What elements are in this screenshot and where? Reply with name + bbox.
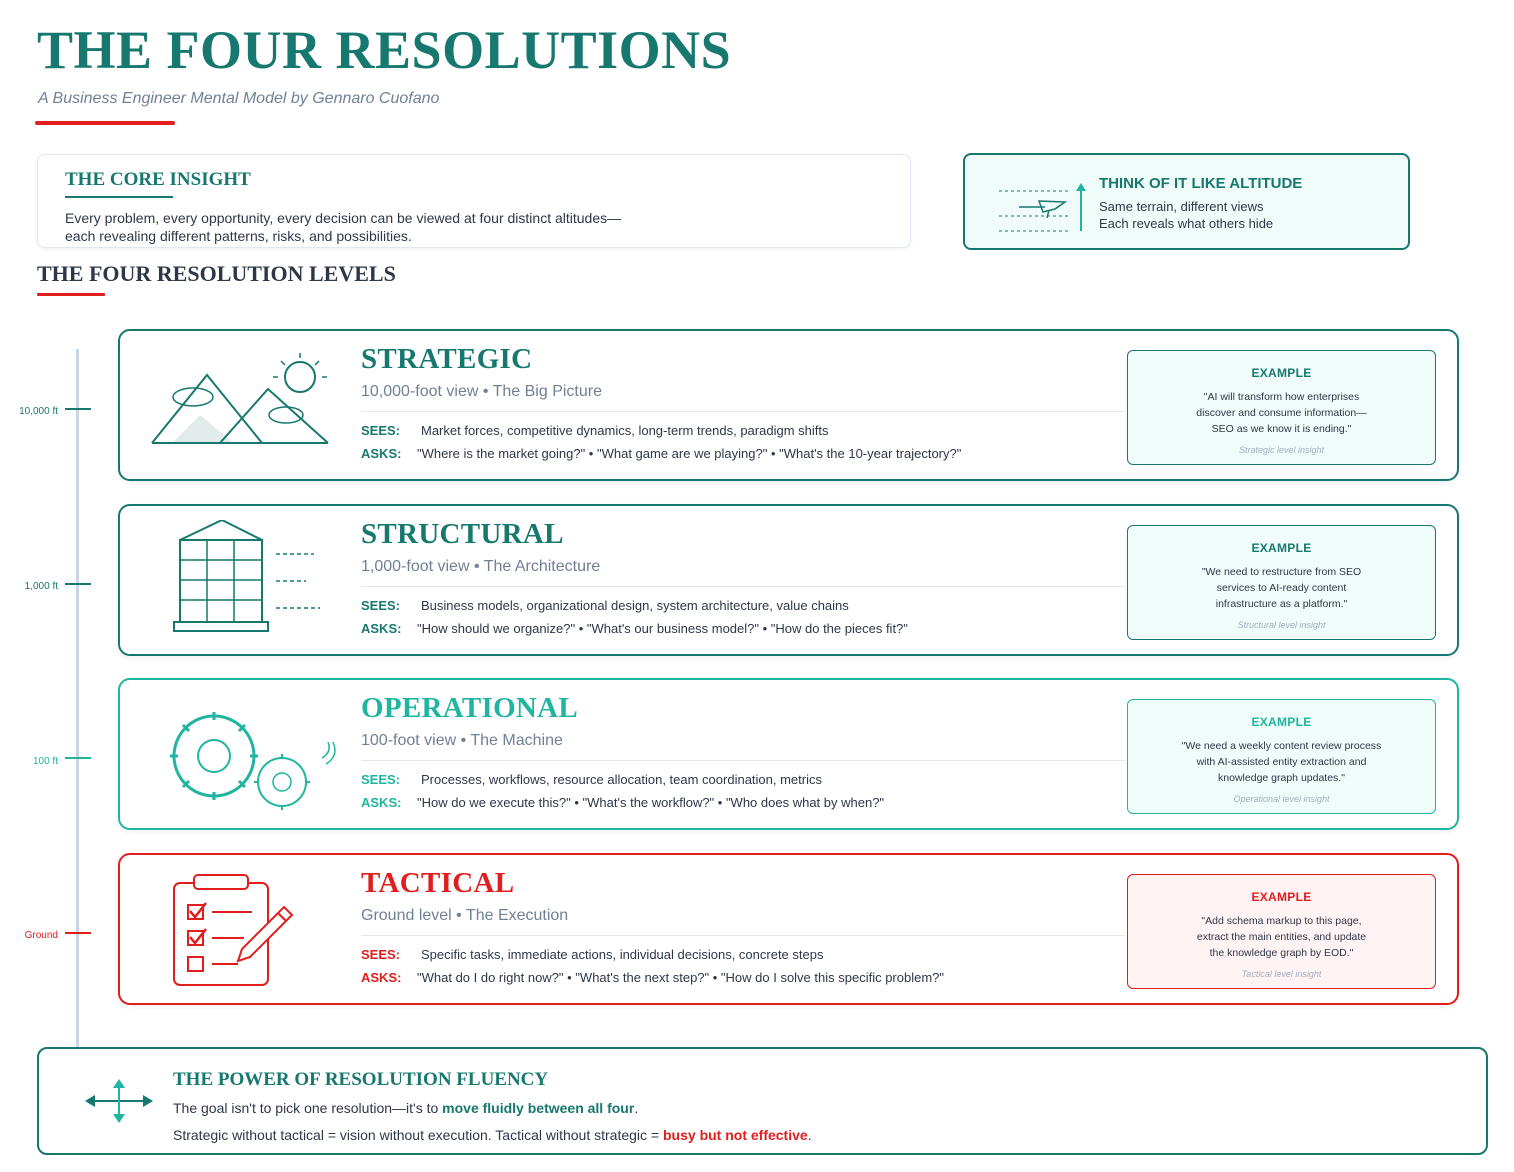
level-sees: Processes, workflows, resource allocation, team coordination, metrics bbox=[421, 772, 822, 787]
example-quote: "We need to restructure from SEO services to AI-ready content infrastructure as a platform." bbox=[1201, 566, 1362, 610]
scale-label-100: 100 ft bbox=[32, 756, 58, 767]
level-name: OPERATIONAL bbox=[361, 692, 579, 724]
level-subtitle: 100-foot view • The Machine bbox=[361, 732, 563, 749]
scale-tick bbox=[65, 408, 91, 410]
plane-altitude-icon bbox=[995, 181, 1091, 233]
sees-label: SEES: bbox=[361, 423, 401, 438]
altitude-title: THINK OF IT LIKE ALTITUDE bbox=[1099, 175, 1303, 192]
core-insight-underline bbox=[65, 196, 173, 198]
level-card-operational bbox=[118, 678, 1459, 830]
page-subtitle: A Business Engineer Mental Model by Gennaro Cuofano bbox=[38, 90, 440, 107]
level-sees: Business models, organizational design, system architecture, value chains bbox=[421, 598, 849, 613]
fluency-line-1-text: The goal isn't to pick one resolution—it's to bbox=[173, 1100, 443, 1116]
title-underline bbox=[35, 121, 175, 125]
example-quote: "Add schema markup to this page, extract the main entities, and update the knowledge graph by EOD." bbox=[1196, 915, 1367, 959]
level-name: STRATEGIC bbox=[361, 343, 533, 375]
fluency-line-1-end: . bbox=[634, 1100, 639, 1116]
fluency-title: THE POWER OF RESOLUTION FLUENCY bbox=[173, 1069, 549, 1090]
fluency-highlight-teal: move fluidly between all four bbox=[442, 1100, 635, 1116]
altitude-scale-line bbox=[76, 349, 79, 1049]
level-asks: "Where is the market going?" • "What game are we playing?" • "What's the 10-year trajectory?" bbox=[417, 446, 962, 461]
altitude-line-1: Same terrain, different views bbox=[1099, 199, 1264, 214]
checklist-icon bbox=[142, 869, 342, 989]
altitude-card bbox=[963, 153, 1410, 250]
fluency-line-2 bbox=[173, 1127, 812, 1143]
sees-label: SEES: bbox=[361, 598, 401, 613]
level-subtitle: Ground level • The Execution bbox=[361, 907, 569, 924]
level-name: TACTICAL bbox=[361, 867, 515, 899]
level-card-strategic bbox=[118, 329, 1459, 481]
example-box bbox=[1127, 525, 1436, 640]
sees-label: SEES: bbox=[361, 947, 401, 962]
level-divider bbox=[361, 935, 1125, 936]
example-caption: Structural level insight bbox=[1237, 620, 1326, 630]
example-title: EXAMPLE bbox=[1251, 541, 1312, 555]
core-insight-card bbox=[37, 154, 911, 248]
scale-tick bbox=[65, 583, 91, 585]
page-title: THE FOUR RESOLUTIONS bbox=[37, 20, 732, 80]
example-quote: "We need a weekly content review process with AI-assisted entity extraction and knowledge graph updates." bbox=[1181, 740, 1382, 784]
level-asks: "What do I do right now?" • "What's the next step?" • "How do I solve this specific problem?" bbox=[417, 970, 945, 985]
example-box bbox=[1127, 699, 1436, 814]
example-caption: Strategic level insight bbox=[1238, 445, 1325, 455]
scale-tick bbox=[65, 932, 91, 934]
building-icon bbox=[142, 520, 342, 640]
level-sees: Specific tasks, immediate actions, individual decisions, concrete steps bbox=[421, 947, 824, 962]
asks-label: ASKS: bbox=[361, 795, 402, 810]
example-quote: "AI will transform how enterprises discover and consume information—SEO as we know it is ending." bbox=[1196, 391, 1367, 435]
level-name: STRUCTURAL bbox=[361, 518, 564, 550]
level-divider bbox=[361, 760, 1125, 761]
mountains-icon bbox=[142, 345, 342, 465]
level-asks: "How do we execute this?" • "What's the workflow?" • "Who does what by when?" bbox=[417, 795, 885, 810]
scale-tick bbox=[65, 757, 91, 759]
example-caption: Operational level insight bbox=[1233, 794, 1330, 804]
level-divider bbox=[361, 586, 1125, 587]
altitude-line-2: Each reveals what others hide bbox=[1099, 216, 1274, 231]
scale-label-10000: 10,000 ft bbox=[19, 406, 58, 417]
level-subtitle: 1,000-foot view • The Architecture bbox=[361, 558, 601, 575]
asks-label: ASKS: bbox=[361, 446, 402, 461]
example-box bbox=[1127, 874, 1436, 989]
example-caption: Tactical level insight bbox=[1241, 969, 1322, 979]
example-title: EXAMPLE bbox=[1251, 715, 1312, 729]
example-box bbox=[1127, 350, 1436, 465]
core-insight-title: THE CORE INSIGHT bbox=[65, 169, 251, 190]
example-title: EXAMPLE bbox=[1251, 366, 1312, 380]
level-card-structural bbox=[118, 504, 1459, 656]
fluency-line-1 bbox=[173, 1100, 638, 1116]
level-card-tactical bbox=[118, 853, 1459, 1005]
level-asks: "How should we organize?" • "What's our business model?" • "How do the pieces fit?" bbox=[417, 621, 908, 636]
fluency-line-2-text: Strategic without tactical = vision without execution. Tactical without strategic = bbox=[173, 1127, 663, 1143]
level-divider bbox=[361, 411, 1125, 412]
fluency-card bbox=[37, 1047, 1488, 1155]
sees-label: SEES: bbox=[361, 772, 401, 787]
scale-label-1000: 1,000 ft bbox=[24, 581, 58, 592]
fluency-line-2-end: . bbox=[807, 1127, 812, 1143]
asks-label: ASKS: bbox=[361, 970, 402, 985]
level-subtitle: 10,000-foot view • The Big Picture bbox=[361, 383, 602, 400]
example-title: EXAMPLE bbox=[1251, 890, 1312, 904]
four-way-arrows-icon bbox=[83, 1079, 155, 1123]
core-insight-text: Every problem, every opportunity, every decision can be viewed at four distinct altitudes—each revealing different patterns, risks, and possibilities. bbox=[65, 210, 622, 244]
levels-section-title: THE FOUR RESOLUTION LEVELS bbox=[37, 261, 396, 286]
gears-icon bbox=[142, 694, 342, 814]
scale-label-ground: Ground bbox=[24, 930, 58, 941]
fluency-highlight-red: busy but not effective bbox=[663, 1127, 808, 1143]
asks-label: ASKS: bbox=[361, 621, 402, 636]
level-sees: Market forces, competitive dynamics, long-term trends, paradigm shifts bbox=[421, 423, 829, 438]
levels-section-underline bbox=[37, 293, 105, 296]
